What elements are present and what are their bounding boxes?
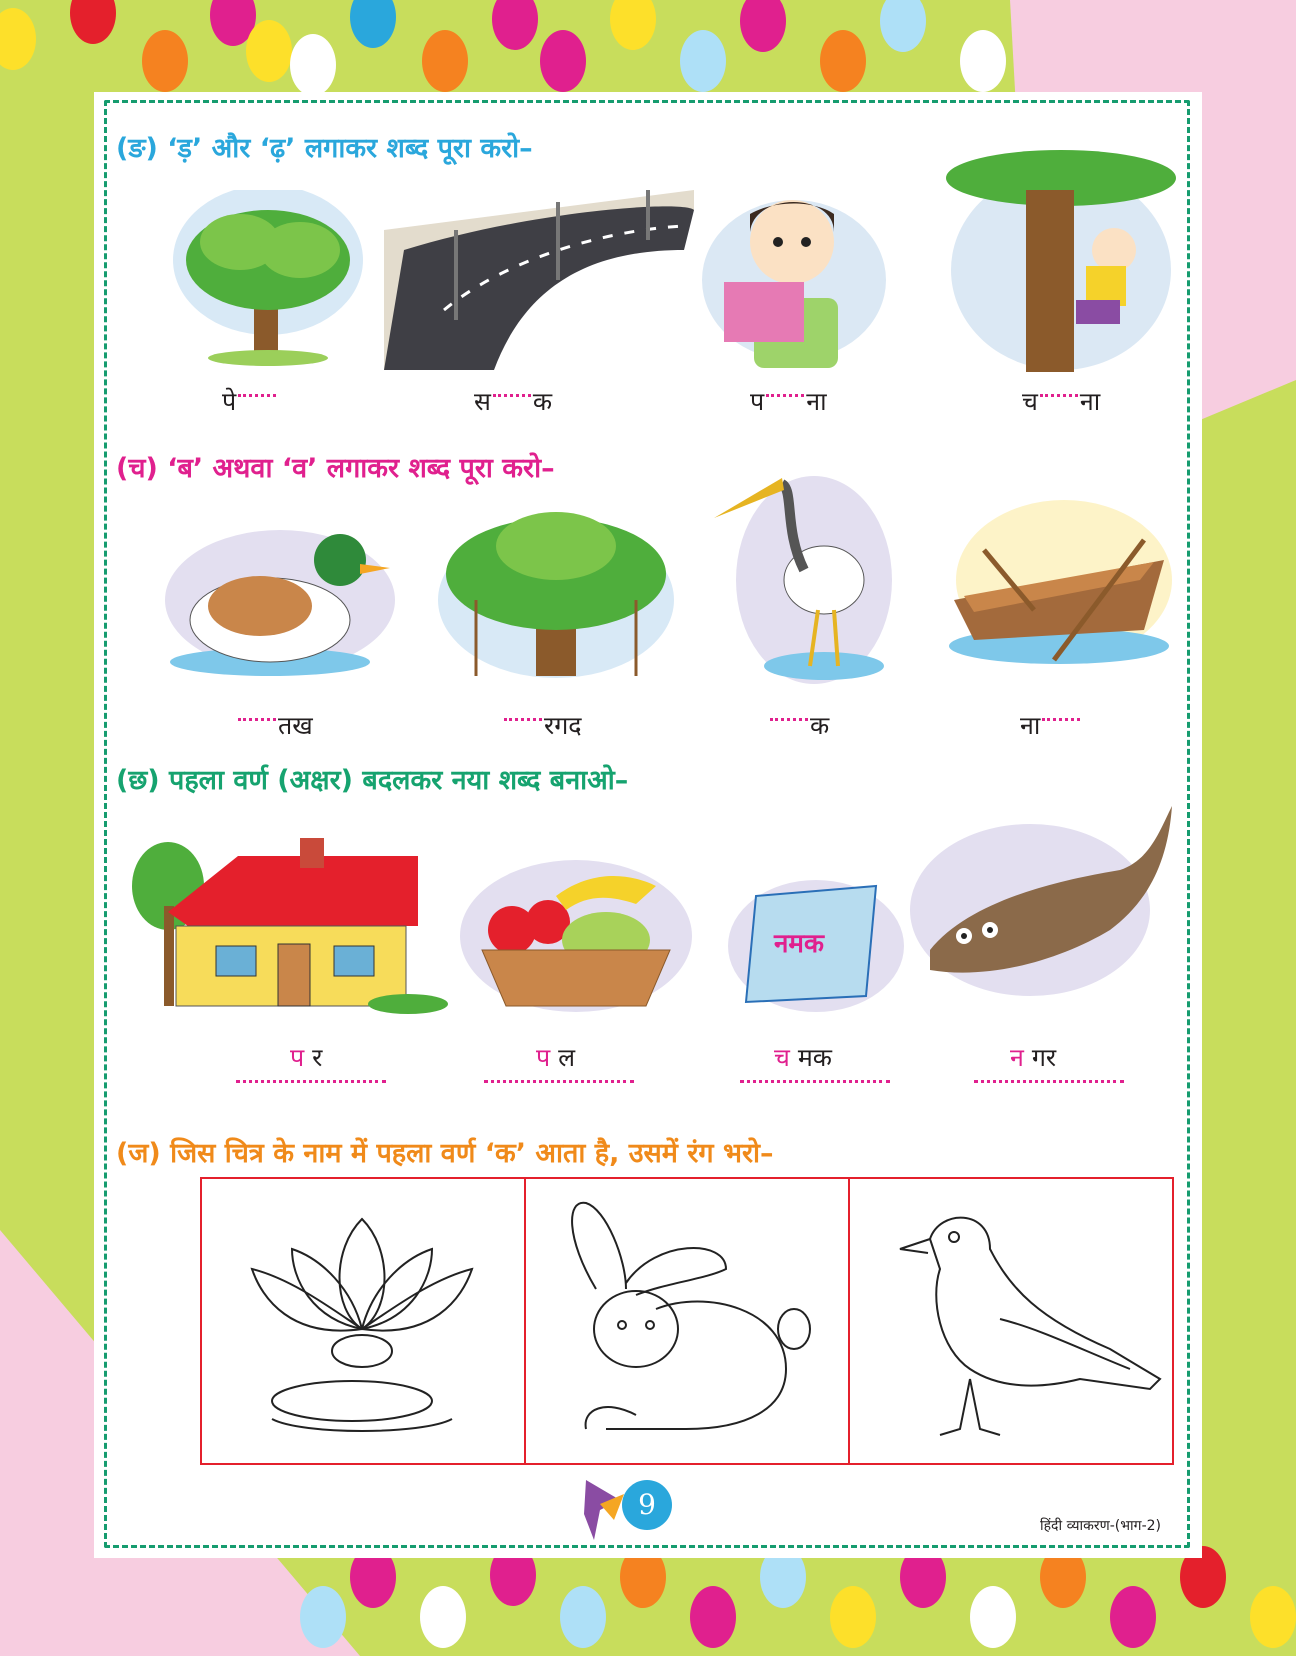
word-phal: प ल	[536, 1043, 576, 1072]
section-e-heading: (ङ) ‘ड़’ और ‘ढ़’ लगाकर शब्द पूरा करो–	[116, 133, 533, 164]
new-word-blank[interactable]	[740, 1080, 890, 1083]
duck-icon	[160, 520, 400, 680]
word-sadak: स क	[474, 384, 552, 418]
answer-blank[interactable]	[504, 708, 542, 721]
top-dot-border	[0, 0, 1296, 100]
word-namak: च मक	[774, 1043, 832, 1072]
pigeon-cell[interactable]	[850, 1179, 1172, 1463]
lotus-outline-icon	[202, 1179, 524, 1463]
new-word-blank[interactable]	[236, 1080, 386, 1083]
heron-icon	[714, 470, 894, 690]
new-word-blank[interactable]	[484, 1080, 634, 1083]
coloring-grid	[200, 1177, 1174, 1465]
word-padhna: प ना	[750, 384, 827, 418]
pigeon-outline-icon	[850, 1179, 1172, 1463]
section-ch-heading: (च) ‘ब’ अथवा ‘व’ लगाकर शब्द पूरा करो–	[116, 453, 555, 484]
book-title-footer: हिंदी व्याकरण-(भाग-2)	[1040, 1518, 1161, 1534]
girl-reading-icon	[694, 170, 894, 370]
boat-icon	[944, 500, 1174, 670]
rabbit-outline-icon	[526, 1179, 848, 1463]
answer-blank[interactable]	[1040, 384, 1078, 397]
new-word-blank[interactable]	[974, 1080, 1124, 1083]
word-naav: ना	[1020, 708, 1082, 742]
bottom-dot-border	[0, 1556, 1296, 1656]
word-bargad: रगद	[502, 708, 582, 742]
section-chh-heading: (छ) पहला वर्ण (अक्षर) बदलकर नया शब्द बनाओ–	[116, 765, 629, 796]
salt-bag-label: नमक	[774, 929, 824, 959]
girl-climbing-tree-icon	[946, 150, 1176, 372]
fruit-basket-icon	[456, 856, 696, 1016]
word-pe: पे	[222, 384, 278, 418]
page-number: 9	[622, 1480, 672, 1530]
word-chadhna: च ना	[1022, 384, 1100, 418]
word-ghar: प र	[290, 1043, 323, 1072]
answer-blank[interactable]	[238, 384, 276, 397]
rabbit-cell[interactable]	[526, 1179, 850, 1463]
answer-blank[interactable]	[493, 384, 531, 397]
answer-blank[interactable]	[770, 708, 808, 721]
crocodile-icon	[910, 800, 1180, 1000]
word-magar: न गर	[1010, 1043, 1057, 1072]
word-takht: तख	[236, 708, 313, 742]
banyan-tree-icon	[436, 500, 676, 680]
answer-blank[interactable]	[238, 708, 276, 721]
answer-blank[interactable]	[1042, 708, 1080, 721]
tree-icon	[158, 190, 378, 370]
ribbon-icon	[580, 1480, 626, 1540]
road-icon	[384, 190, 694, 370]
section-j-heading: (ज) जिस चित्र के नाम में पहला वर्ण ‘क’ आता है, उसमें रंग भरो–	[116, 1138, 774, 1169]
lotus-cell[interactable]	[202, 1179, 526, 1463]
house-icon	[128, 826, 448, 1016]
word-bak: क	[768, 708, 829, 742]
answer-blank[interactable]	[766, 384, 804, 397]
salt-bag-icon	[726, 876, 906, 1016]
